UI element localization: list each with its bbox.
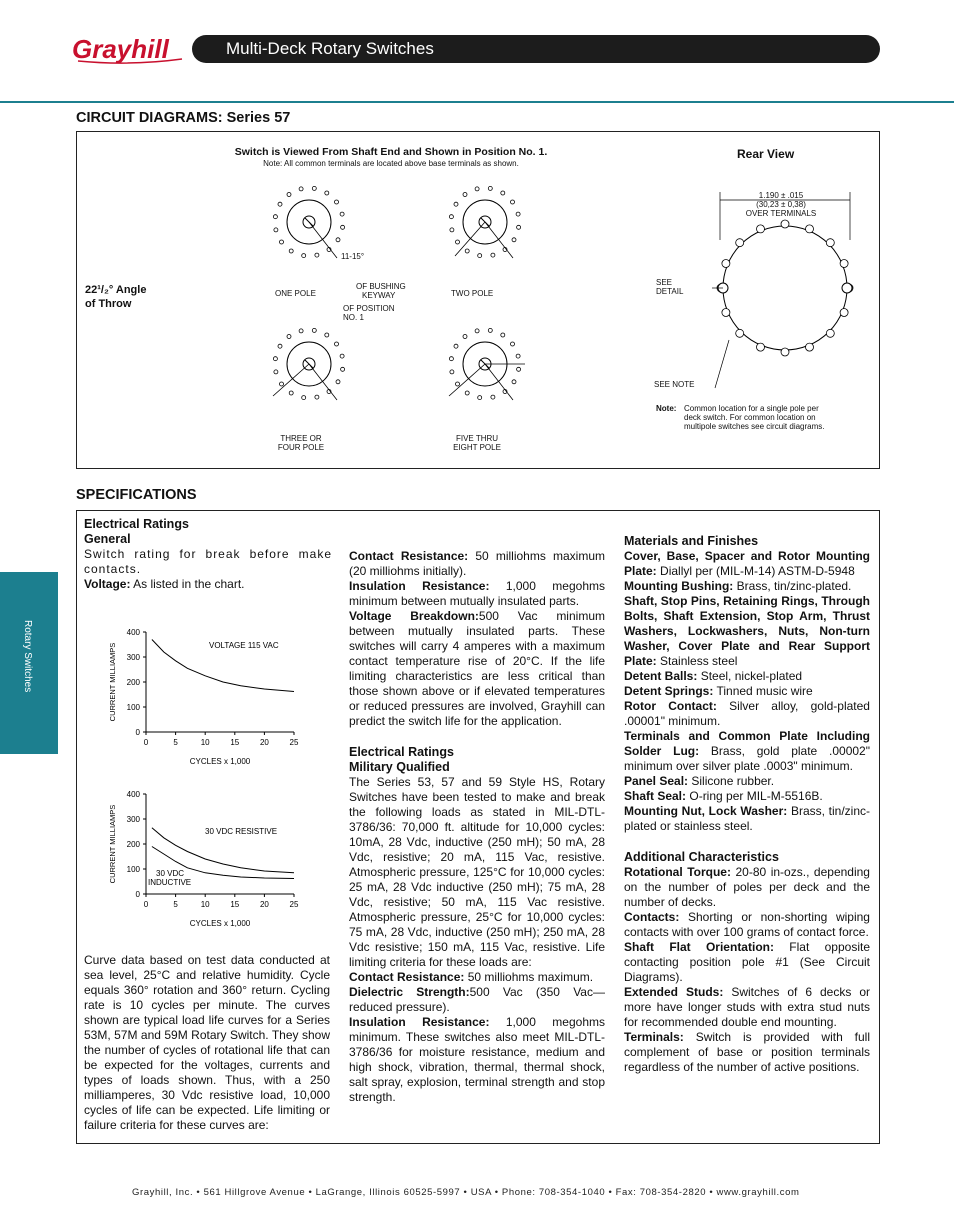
terminal-dot [488,186,492,190]
terminal-dot [463,193,467,197]
viewed-note: Switch is Viewed From Shaft End and Shown in Position No. 1. [234,146,548,158]
dimension-label: 1.190 ± .015 (30,23 ± 0,38) OVER TERMINALS [745,191,817,218]
x-tick-label: 15 [230,738,240,747]
terminal-dot [454,344,458,348]
terminal-dot [280,382,284,386]
rear-stud [842,283,852,293]
y-tick-label: 300 [126,815,140,824]
terminal-dot [287,193,291,197]
x-tick-label: 0 [143,900,149,909]
x-tick-label: 15 [230,900,240,909]
terminal-dot [340,354,344,358]
common-lead [309,364,337,400]
terminal-dot [512,238,516,242]
series-label: VOLTAGE 115 VAC [209,641,279,650]
terminal-dot [335,200,339,204]
x-tick-label: 20 [259,900,269,909]
page-header-bar [192,35,880,63]
y-tick-label: 200 [126,678,140,687]
terminal-dot [312,328,316,332]
cl-position-label: OF POSITION NO. 1 [343,304,395,322]
side-tab [0,572,58,754]
terminal-dot [280,240,284,244]
terminal-dot [516,212,520,216]
terminal-dot [465,391,469,395]
chart-voltage-115vac [84,610,314,770]
spec-col-3: Materials and Finishes Cover, Base, Spacer and Rotor Mounting Plate: Diallyl per (MIL-M-14) ASTM-D-5948 Mounting Bushing: Brass, tin/zinc-plated. Shaft, Stop Pins, Retaining Rings, Through Bolts, Shaft Extension, Stop Arm, Thrust Washers, Lockwashers, Nuts, Non-turn Washer, Cover Plate and Rear Support Plate: Stainless steel Detent Balls: Steel, nickel-plated Detent Springs: Tinned music wire Rotor Contact: Silver alloy, gold-plated .00001" minimum. Terminals and Common Plate Including Solder Lug: Brass, gold plate .00002" minimum over silver plate .0003" minimum. Panel Seal: Silicone rubber. Shaft Seal: O-ring per MIL-M-5516B. Mounting Nut, Lock Washer: Brass, tin/zinc-plated or stainless steel. Additional Characteristics Rotational Torque: 20-80 in-ozs., depending on the number of poles per deck and the number of decks. Contacts: Shorting or non-shorting wiping contacts with over 100 grams of contact force. Shaft Flat Orientation: Flat opposite contacting position pole #1 (See Circuit Diagrams). Extended Studs: Switches of 6 decks or more have longer studs with extra stud nuts for recommended double end mounting. Terminals: Switch is provided with full complement of base or position terminals regardless of the number of active positions. [624,534,870,1074]
footer-contact: Grayhill, Inc. • 561 Hillgrove Avenue • LaGrange, Illinois 60525-5997 • USA • Phone: 708-354-1040 • Fax: 708-354-2820 • www.grayhill.com [132,1187,800,1198]
leader-line [715,340,729,388]
rear-terminal [757,343,765,351]
angle-small-label: 11-15° [341,252,365,261]
y-tick-label: 100 [126,703,140,712]
terminal-dot [511,342,515,346]
terminal-dot [341,225,345,229]
rear-view-title: Rear View [737,147,795,161]
terminal-dot [274,228,278,232]
circuit-diagram-box [76,131,880,469]
terminal-dot [278,344,282,348]
rear-terminal [840,260,848,268]
general-text: Switch rating for break before make contacts. [84,547,332,576]
terminal-dot [302,396,306,400]
terminal-dot [478,254,482,258]
terminal-dot [340,212,344,216]
y-tick-label: 100 [126,865,140,874]
header-divider [0,101,954,103]
x-tick-label: 25 [289,900,299,909]
terminal-dot [475,329,479,333]
terminal-dot [312,186,316,190]
series-label: 30 VDC RESISTIVE [205,827,278,836]
terminal-dot [325,333,329,337]
terminal-dot [449,357,453,361]
terminal-dot [516,354,520,358]
side-tab-label: Rotary Switches [22,620,33,693]
rear-terminal [840,309,848,317]
x-tick-label: 5 [173,738,178,747]
see-detail-label: SEE DETAIL [656,278,684,296]
five-pole-label: FIVE THRU EIGHT POLE [453,434,501,452]
common-lead [485,222,513,258]
terminal-dot [273,215,277,219]
spec-col-1: Electrical Ratings General Switch rating for break before make contacts. Voltage: As listed in the chart. [84,517,332,591]
terminal-note: Note: All common terminals are located above base terminals as shown. [263,159,519,168]
terminal-dot [512,380,516,384]
x-tick-label: 25 [289,738,299,747]
terminal-dot [491,395,495,399]
series-label: 30 VDC [156,869,185,878]
y-axis-label: CURRENT MILLIAMPS [108,642,117,722]
common-lead [455,222,485,256]
terminal-dot [302,254,306,258]
x-tick-label: 10 [200,900,210,909]
mil-title-1: Electrical Ratings [349,745,454,759]
y-tick-label: 400 [126,628,140,637]
rear-terminal [826,239,834,247]
terminal-dot [299,329,303,333]
additional-title: Additional Characteristics [624,850,779,864]
rear-terminal [736,239,744,247]
terminal-dot [299,187,303,191]
terminal-dot [517,225,521,229]
one-pole-label: ONE POLE [275,289,316,298]
terminal-dot [315,395,319,399]
y-axis-label: CURRENT MILLIAMPS [108,804,117,884]
terminal-dot [336,238,340,242]
terminal-dot [475,187,479,191]
terminal-dot [488,328,492,332]
curve-description: Curve data based on test data conducted at sea level, 25°C and relative humidity. Cycle equals 360° rotation and 360° return. Cycling rate is 10 cycles per minute. The curves shown are typical load life curves for a Series 53M, 57M and 59M Rotary Switch. They show the number of cycles of rotational life that can be expected for the voltages, currents and types of loads shown. Thus, with a 250 milliamperes, 30 Vdc resistive load, 10,000 cycles of life can be expected. Life limiting or failure criteria for these curves are: [84,953,330,1132]
terminal-dot [341,367,345,371]
rear-terminal [826,329,834,337]
terminal-dot [449,215,453,219]
terminal-dot [289,249,293,253]
terminal-dot [325,191,329,195]
terminal-dot [278,202,282,206]
brand-text: Grayhill [72,34,169,64]
mil-title-2: Military Qualified [349,760,450,774]
rear-terminal [722,260,730,268]
circuit-section-title: CIRCUIT DIAGRAMS: Series 57 [76,110,291,126]
x-tick-label: 5 [173,900,178,909]
general-title: General [84,532,131,546]
x-tick-label: 10 [200,738,210,747]
terminal-dot [456,240,460,244]
rear-terminal [736,329,744,337]
terminal-dot [273,357,277,361]
rear-terminal [781,348,789,356]
two-pole-label: TWO POLE [451,289,494,298]
terminal-dot [287,335,291,339]
note-text: Common location for a single pole per deck switch. For common location on multipole switches see circuit diagrams. [684,404,825,431]
y-tick-label: 200 [126,840,140,849]
terminal-dot [501,191,505,195]
materials-title: Materials and Finishes [624,534,759,548]
terminal-dot [454,202,458,206]
series-label: INDUCTIVE [148,878,192,887]
common-lead [485,364,513,400]
see-note-label: SEE NOTE [654,380,695,389]
x-tick-label: 0 [143,738,149,747]
y-tick-label: 0 [135,890,140,899]
terminal-dot [289,391,293,395]
terminal-dot [511,200,515,204]
three-pole-label: THREE OR FOUR POLE [277,434,325,452]
spec-col-2: Contact Resistance: 50 milliohms maximum (20 milliohms initially). Insulation Resistance: 1,000 megohms minimum between mutually insulated parts. Voltage Breakdown:500 Vac minimum between mutually insulated parts. These switches will carry 4 amperes with a maximum contact temperature rise of 20°C. If the life limiting characteristics are less critical than those shown above or if elevated temperatures or reduced pressures are involved, Grayhill can predict the switch life for the application. Electrical Ratings Military Qualified The Series 53, 57 and 59 Style HS, Rotary Switches have been tested to make and break the following loads as stated in MIL-DTL-3786/36: 70,000 ft. altitude for 10,000 cycles: 10mA, 28 Vdc, inductive (250 mH); 50 mA, 28 Vdc, resistive; 20 mA, 115 Vac, resistive. Atmospheric pressure, 125°C for 10,000 cycles: 25 mA, 28 Vdc inductive (250 mH); 75 mA, 28 Vdc, resistive; 50 mA, 115 Vac resistive. Atmospheric pressure, 25°C for 10,000 cycles: 75 mA, 28 Vdc, inductive (250 mH); 250 mA, 28 Vdc resistive; 150 mA, 115 Vac, resistive. Life limiting criteria for these loads are: Contact Resistance: 50 milliohms maximum. Dielectric Strength:500 Vac (350 Vac—reduced pressure). Insulation Resistance: 1,000 megohms minimum. These switches also meet MIL-DTL-3786/36 for moisture resistance, medium and high shock, vibration, thermal, thermal shock, salt spray, explosion, terminal strength and stop strength. [349,549,605,1104]
terminal-dot [336,380,340,384]
terminal-dot [517,367,521,371]
elec-ratings-title: Electrical Ratings [84,517,189,531]
common-lead [309,222,337,258]
rear-terminal [722,309,730,317]
terminal-dot [465,249,469,253]
terminal-dot [450,228,454,232]
chart-30vdc [84,772,314,932]
x-tick-label: 20 [259,738,269,747]
x-axis-label: CYCLES x 1,000 [189,919,251,928]
terminal-dot [463,335,467,339]
y-tick-label: 300 [126,653,140,662]
cl-bushing-label: OF BUSHING KEYWAY [356,282,406,300]
terminal-dot [478,396,482,400]
terminal-dot [491,253,495,257]
specs-section-title: SPECIFICATIONS [76,487,197,503]
rear-terminal [757,225,765,233]
y-tick-label: 400 [126,790,140,799]
angle-of-throw: 22¹/₂° Angle of Throw [85,284,147,310]
rear-terminal [806,225,814,233]
terminal-dot [274,370,278,374]
terminal-dot [450,370,454,374]
rear-terminal [781,220,789,228]
terminal-dot [501,333,505,337]
note-label: Note: [656,404,677,413]
terminal-dot [315,253,319,257]
rear-terminal [806,343,814,351]
terminal-dot [456,382,460,386]
page-title: Multi-Deck Rotary Switches [226,39,434,58]
x-axis-label: CYCLES x 1,000 [189,757,251,766]
terminal-dot [335,342,339,346]
y-tick-label: 0 [135,728,140,737]
grayhill-logo [70,32,190,70]
